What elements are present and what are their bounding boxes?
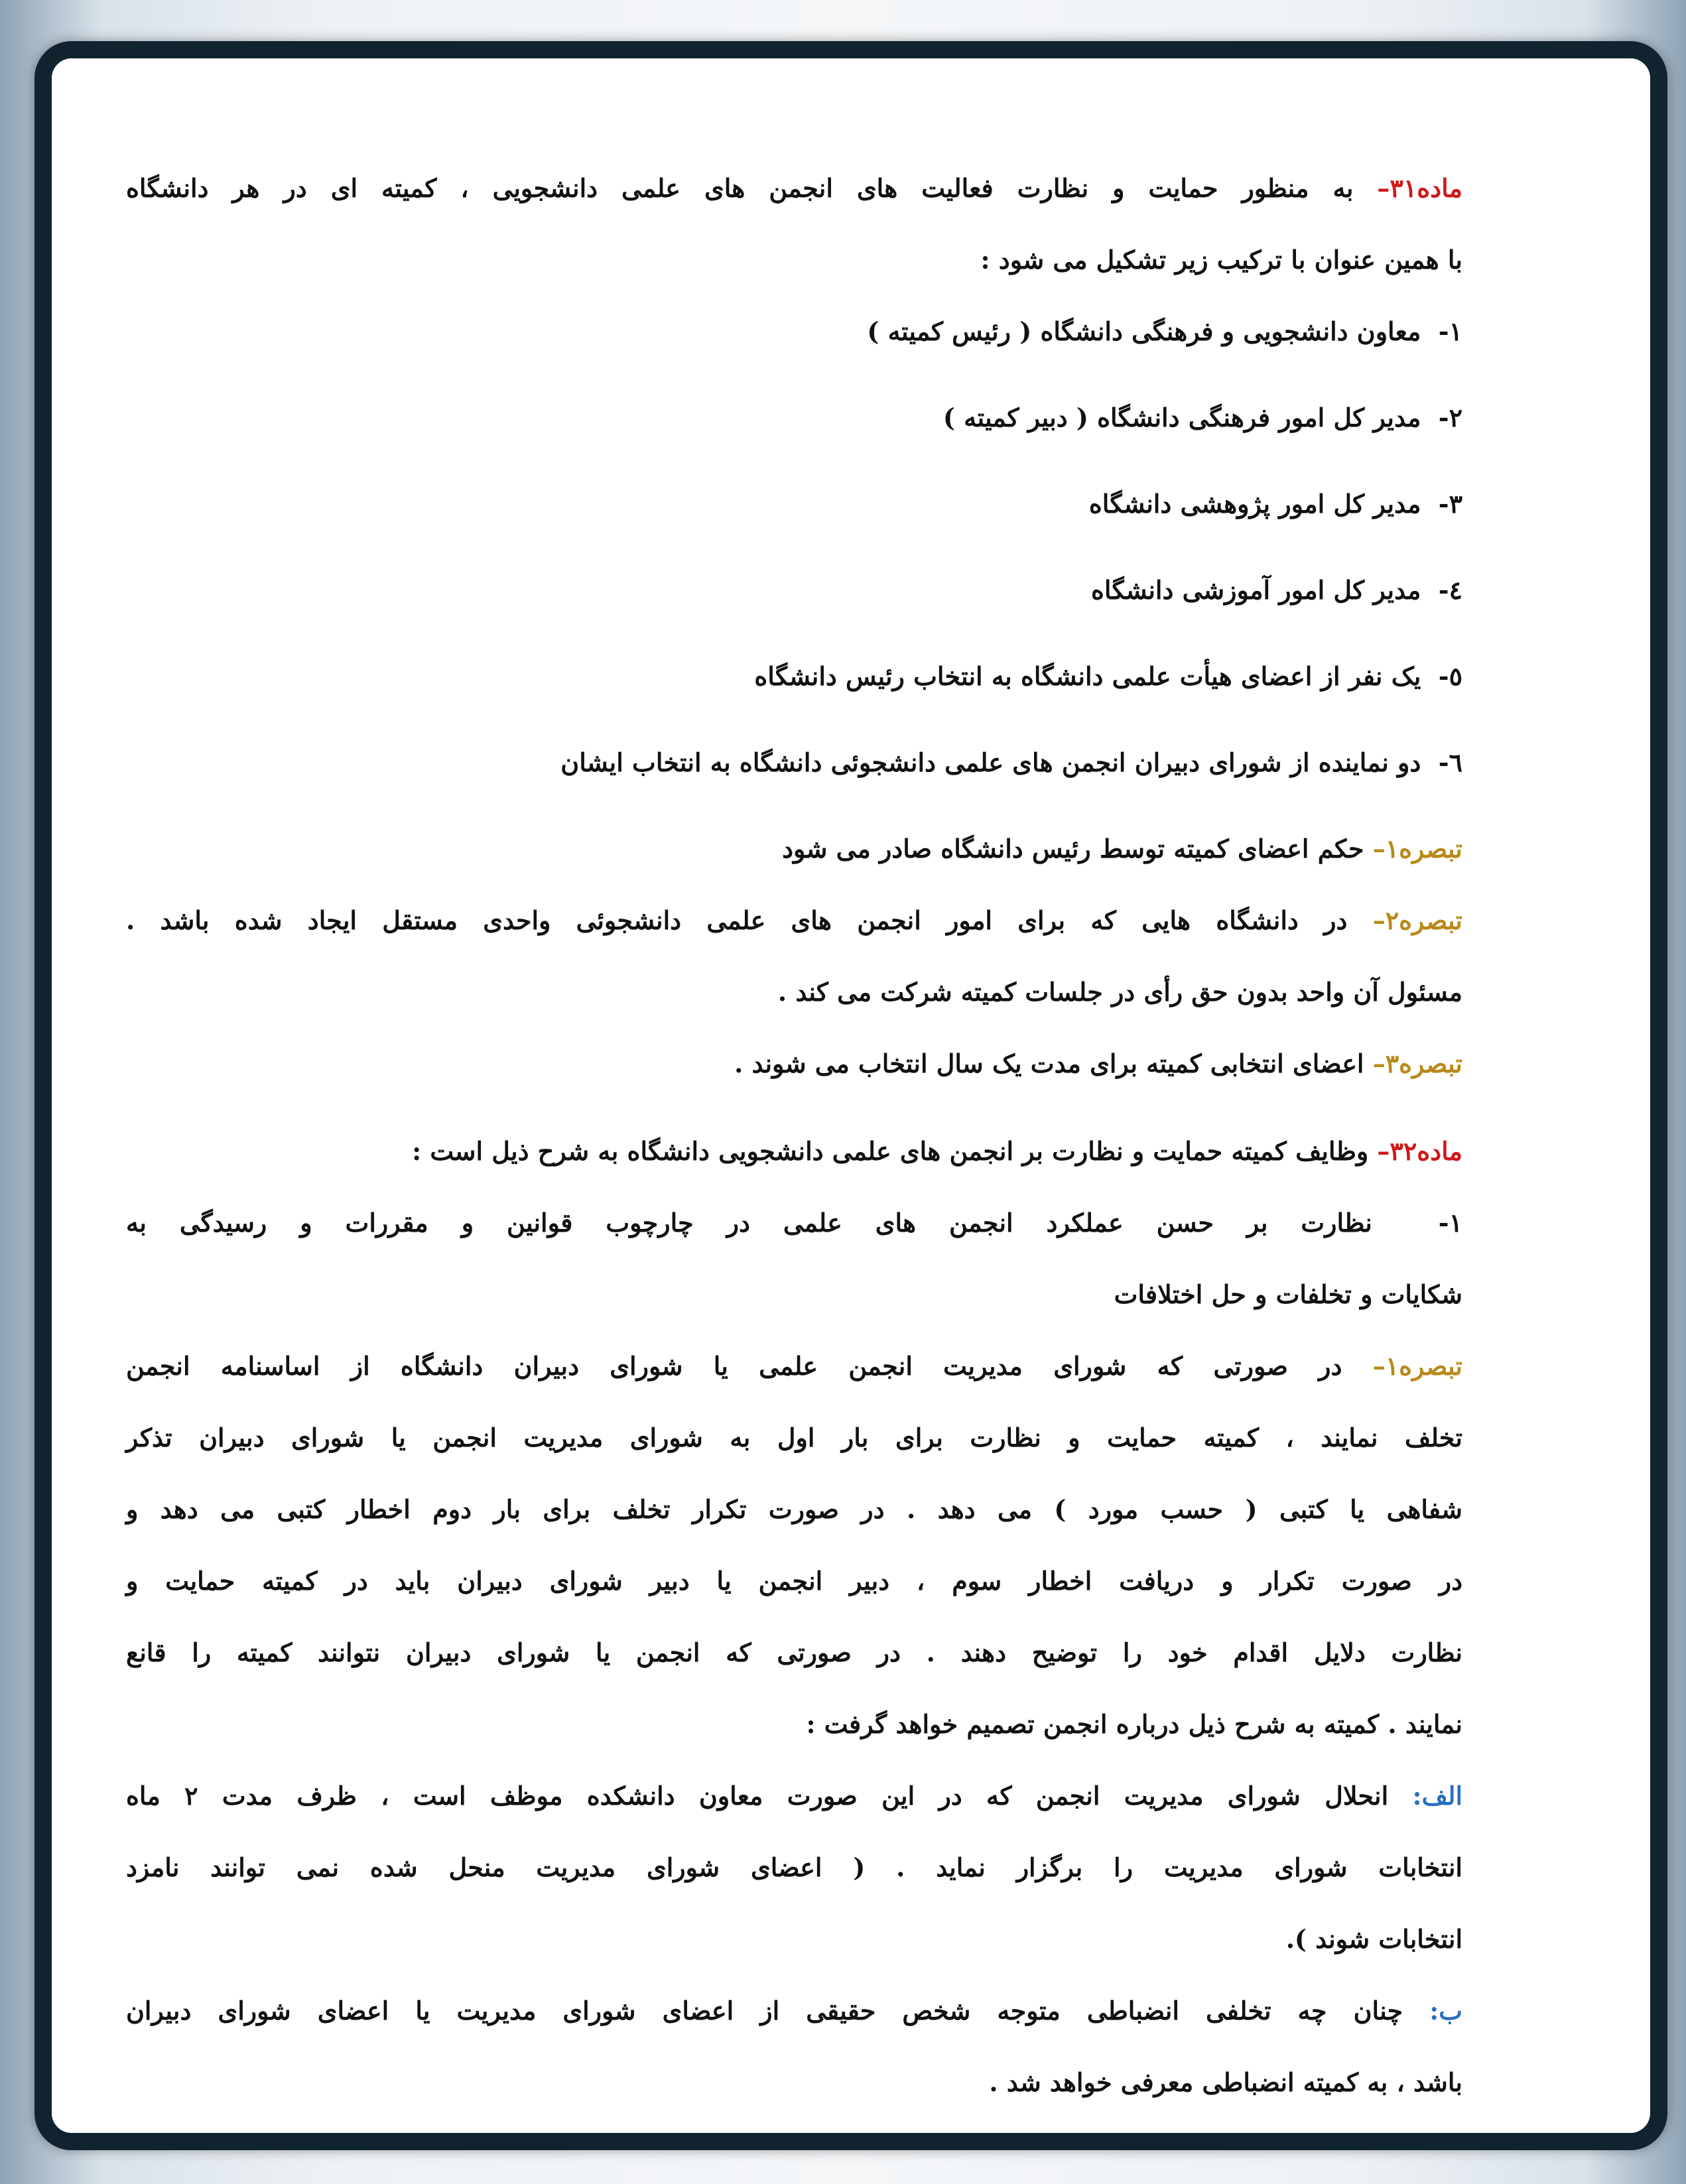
clause-b-line-1: ب: چنان چه تخلفی انضباطی متوجه شخص حقیقی از اعضای شورای مدیریت یا اعضای شورای دبیران (126, 1996, 1462, 2025)
article-31-label: ماده۳۱– (1377, 173, 1462, 203)
list-item: ٦- دو نماینده از شورای دبیران انجمن های علمی دانشجوئی دانشگاه به انتخاب ایشان (560, 747, 1462, 777)
note-32-line-4: در صورت تکرار و دریافت اخطار سوم ، دبیر انجمن یا دبیر شورای دبیران باید در کمیته حمایت و (126, 1566, 1462, 1596)
article-32-item-1-line-2: شکایات و تخلفات و حل اختلافات (1114, 1279, 1462, 1309)
clause-a-line-1: الف: انحلال شورای مدیریت انجمن که در این صورت معاون دانشکده موظف است ، ظرف مدت ۲ ماه (126, 1781, 1462, 1811)
article-31-line-2 (126, 224, 1462, 296)
note-32-line-2: تخلف نمایند ، کمیته حمایت و نظارت برای بار اول به شورای مدیریت انجمن یا شورای دبیران تذکر (126, 1423, 1463, 1452)
note-32-line-3: شفاهی یا کتبی ( حسب مورد ) می دهد . در صورت تکرار تخلف برای بار دوم اخطار کتبی می دهد و (126, 1494, 1462, 1524)
article-31-text-1: به منظور حمایت و نظارت فعالیت های انجمن های علمی دانشجویی ، کمیته ای در هر دانشگاه (126, 173, 1354, 203)
document-body (126, 153, 1462, 2118)
article-32-item-1-line-1: ۱- نظارت بر حسن عملکرد انجمن های علمی در چارچوب قوانین و مقررات و رسیدگی به (126, 1208, 1462, 1238)
clause-a-line-3: انتخابات شوند ). (1285, 1924, 1462, 1954)
article-32-label: ماده۳۲– (1377, 1136, 1462, 1166)
article-31-items (126, 296, 1462, 813)
list-item: ٥- یک نفر از اعضای هیأت علمی دانشگاه به انتخاب رئیس دانشگاه (754, 661, 1462, 691)
list-item: ٤- مدیر کل امور آموزشی دانشگاه (1090, 575, 1462, 605)
list-item: ۱- معاون دانشجویی و فرهنگی دانشگاه ( رئیس کمیته ) (867, 316, 1462, 346)
note-32-line-6: نمایند . کمیته به شرح ذیل درباره انجمن تصمیم خواهد گرفت : (806, 1709, 1462, 1739)
note-label: تبصره۱– (1372, 834, 1462, 864)
note-31-2-line-1: تبصره۲– در دانشگاه هایی که برای امور انجمن های علمی دانشجوئی واحدی مستقل ایجاد شده باشد . (126, 905, 1462, 935)
clause-a-line-2: انتخابات شورای مدیریت را برگزار نماید . ( اعضای شورای مدیریت منحل شده نمی توانند نامزد (126, 1852, 1462, 1882)
list-item: ۲- مدیر کل امور فرهنگی دانشگاه ( دبیر کمیته ) (942, 403, 1462, 432)
note-label: تبصره۲– (1372, 905, 1462, 935)
note-label: تبصره۱– (1372, 1351, 1462, 1381)
note-32-line-1: تبصره۱– در صورتی که شورای مدیریت انجمن علمی یا شورای دبیران دانشگاه از اساسنامه انجمن (126, 1351, 1462, 1381)
clause-b-line-2: باشد ، به کمیته انضباطی معرفی خواهد شد . (989, 2067, 1462, 2097)
article-31-text-2: با همین عنوان با ترکیب زیر تشکیل می شود : (980, 245, 1462, 275)
note-32-line-5: نظارت دلایل اقدام خود را توضیح دهند . در صورتی که انجمن یا شورای دبیران نتوانند کمیته را قانع (126, 1638, 1462, 1667)
note-31-2-line-2: مسئول آن واحد بدون حق رأی در جلسات کمیته شرکت می کند . (777, 977, 1462, 1007)
note-31-1: تبصره۱– حکم اعضای کمیته توسط رئیس دانشگاه صادر می شود (782, 834, 1462, 864)
article-31-line-1 (126, 153, 1462, 224)
clause-a-label: الف: (1412, 1781, 1462, 1811)
note-31-3: تبصره۳– اعضای انتخابی کمیته برای مدت یک سال انتخاب می شوند . (734, 1049, 1462, 1078)
note-label: تبصره۳– (1372, 1049, 1462, 1078)
list-item: ۳- مدیر کل امور پژوهشی دانشگاه (1088, 489, 1462, 519)
article-32: ماده۳۲– وظایف کمیته حمایت و نظارت بر انجمن های علمی دانشجویی دانشگاه به شرح ذیل است : (412, 1136, 1462, 1166)
clause-b-label: ب: (1429, 1996, 1462, 2025)
